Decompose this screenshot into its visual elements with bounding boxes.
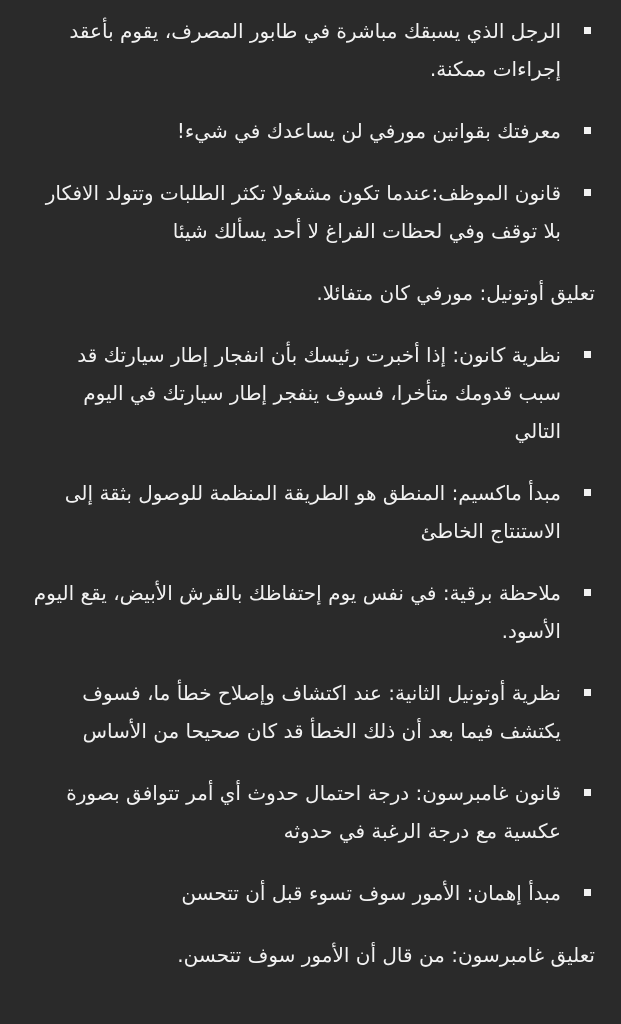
list-item-text: معرفتك بقوانين مورفي لن يساعدك في شيء! (176, 119, 561, 143)
list-item-text: نظرية أوتونيل الثانية: عند اكتشاف وإصلاح خطأ ما، فسوف يكتشف فيما بعد أن ذلك الخطأ قد كان صحيحا من الأساس (82, 681, 561, 743)
list-item (32, 12, 595, 88)
list-item (32, 674, 595, 750)
list-item (32, 112, 595, 150)
bullet-icon (584, 789, 591, 796)
list-item-text: نظرية كانون: إذا أخبرت رئيسك بأن انفجار إطار سيارتك قد سبب قدومك متأخرا، فسوف ينفجر إطار سيارتك في اليوم التالي (77, 343, 561, 443)
list-item (32, 774, 595, 850)
list-item (32, 174, 595, 250)
list-item (32, 336, 595, 450)
comment-text: تعليق أوتونيل: مورفي كان متفائلا. (316, 281, 595, 305)
list-item-text: مبدأ ماكسيم: المنطق هو الطريقة المنظمة للوصول بثقة إلى الاستنتاج الخاطئ (64, 481, 561, 543)
bullet-icon (584, 127, 591, 134)
list-item-text: الرجل الذي يسبقك مباشرة في طابور المصرف، يقوم بأعقد إجراءات ممكنة. (69, 19, 561, 81)
bullet-icon (584, 589, 591, 596)
list-item-text: مبدأ إهمان: الأمور سوف تسوء قبل أن تتحسن (181, 881, 561, 905)
list-item (32, 474, 595, 550)
bullet-icon (584, 889, 591, 896)
list-item-text: قانون غامبرسون: درجة احتمال حدوث أي أمر تتوافق بصورة عكسية مع درجة الرغبة في حدوثه (66, 781, 561, 843)
comment-line (32, 936, 595, 974)
list-item-text: قانون الموظف:عندما تكون مشغولا تكثر الطلبات وتتولد الافكار بلا توقف وفي لحظات الفراغ لا أحد يسألك شيئا (45, 181, 561, 243)
bullet-icon (584, 351, 591, 358)
list-item (32, 874, 595, 912)
bullet-icon (584, 27, 591, 34)
bullet-icon (584, 189, 591, 196)
comment-text: تعليق غامبرسون: من قال أن الأمور سوف تتحسن. (177, 943, 595, 967)
bullet-icon (584, 689, 591, 696)
comment-line (32, 274, 595, 312)
list-item (32, 574, 595, 650)
list-item-text: ملاحظة برقية: في نفس يوم إحتفاظك بالقرش الأبيض، يقع اليوم الأسود. (33, 581, 561, 643)
bullet-icon (584, 489, 591, 496)
